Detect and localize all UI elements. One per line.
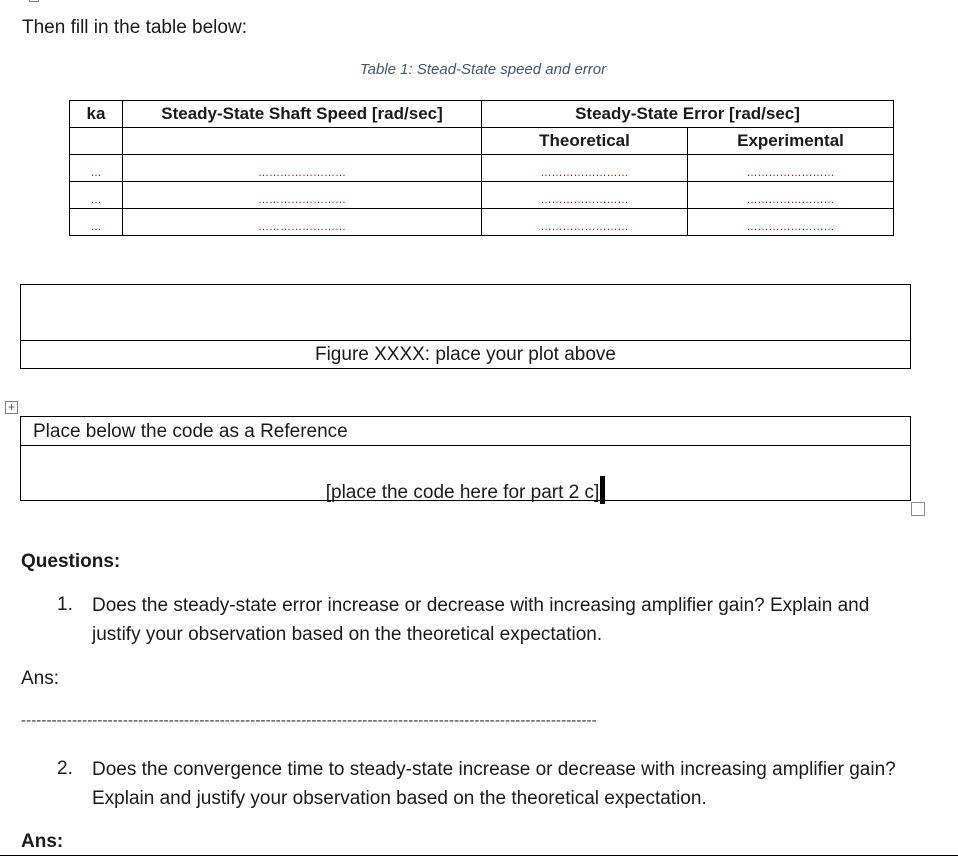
- header-ka-blank[interactable]: [70, 128, 123, 155]
- cell-experimental[interactable]: ……………………: [688, 182, 894, 209]
- figure-caption: Figure XXXX: place your plot above: [20, 340, 911, 369]
- cell-ka[interactable]: …: [70, 155, 123, 182]
- cell-ka[interactable]: …: [70, 209, 123, 236]
- question-1-number: 1.: [57, 594, 73, 615]
- cell-speed[interactable]: ……………………: [123, 209, 482, 236]
- table-row: [70, 209, 894, 236]
- cell-ka[interactable]: …: [70, 182, 123, 209]
- code-placeholder-text: [place the code here for part 2 c]: [325, 482, 600, 503]
- plot-placeholder-box[interactable]: [20, 284, 911, 341]
- questions-heading: Questions:: [21, 551, 121, 572]
- code-placeholder-box[interactable]: [20, 445, 911, 501]
- page-divider: [0, 855, 958, 856]
- table-handle-icon: [29, 0, 39, 2]
- move-handle-icon[interactable]: +: [5, 401, 18, 414]
- resize-handle-icon[interactable]: [911, 502, 925, 516]
- header-ka: ka: [70, 101, 123, 128]
- question-2-number: 2.: [57, 758, 73, 779]
- header-speed-blank[interactable]: [123, 128, 482, 155]
- cell-experimental[interactable]: ……………………: [688, 155, 894, 182]
- question-1-text: Does the steady-state error increase or decrease with increasing amplifier gain? Explain and justify your observation based on the theoretical expectation.: [92, 595, 870, 645]
- table-caption: Table 1: Stead-State speed and error: [359, 61, 607, 78]
- cell-theoretical[interactable]: ……………………: [482, 155, 688, 182]
- results-table: [69, 100, 894, 236]
- code-section-title: Place below the code as a Reference: [20, 416, 911, 446]
- cell-theoretical[interactable]: ……………………: [482, 209, 688, 236]
- intro-text: Then fill in the table below:: [22, 17, 247, 38]
- header-error: Steady-State Error [rad/sec]: [482, 101, 894, 128]
- table-row: [70, 155, 894, 182]
- cell-speed[interactable]: ……………………: [123, 182, 482, 209]
- answer-separator: -----------------------------------------------------------------------------------------------------------------: [21, 712, 597, 729]
- text-cursor: [600, 476, 605, 504]
- answer-1-label: Ans:: [21, 668, 60, 689]
- header-experimental: Experimental: [688, 128, 894, 155]
- header-theoretical: Theoretical: [482, 128, 688, 155]
- question-2-text: Does the convergence time to steady-state increase or decrease with increasing amplifier gain? Explain and justify your observation based on the theoretical expectation.: [92, 759, 896, 809]
- answer-2-label: Ans:: [21, 831, 64, 852]
- cell-theoretical[interactable]: ……………………: [482, 182, 688, 209]
- table-row: [70, 182, 894, 209]
- header-speed: Steady-State Shaft Speed [rad/sec]: [123, 101, 482, 128]
- cell-speed[interactable]: ……………………: [123, 155, 482, 182]
- cell-experimental[interactable]: ……………………: [688, 209, 894, 236]
